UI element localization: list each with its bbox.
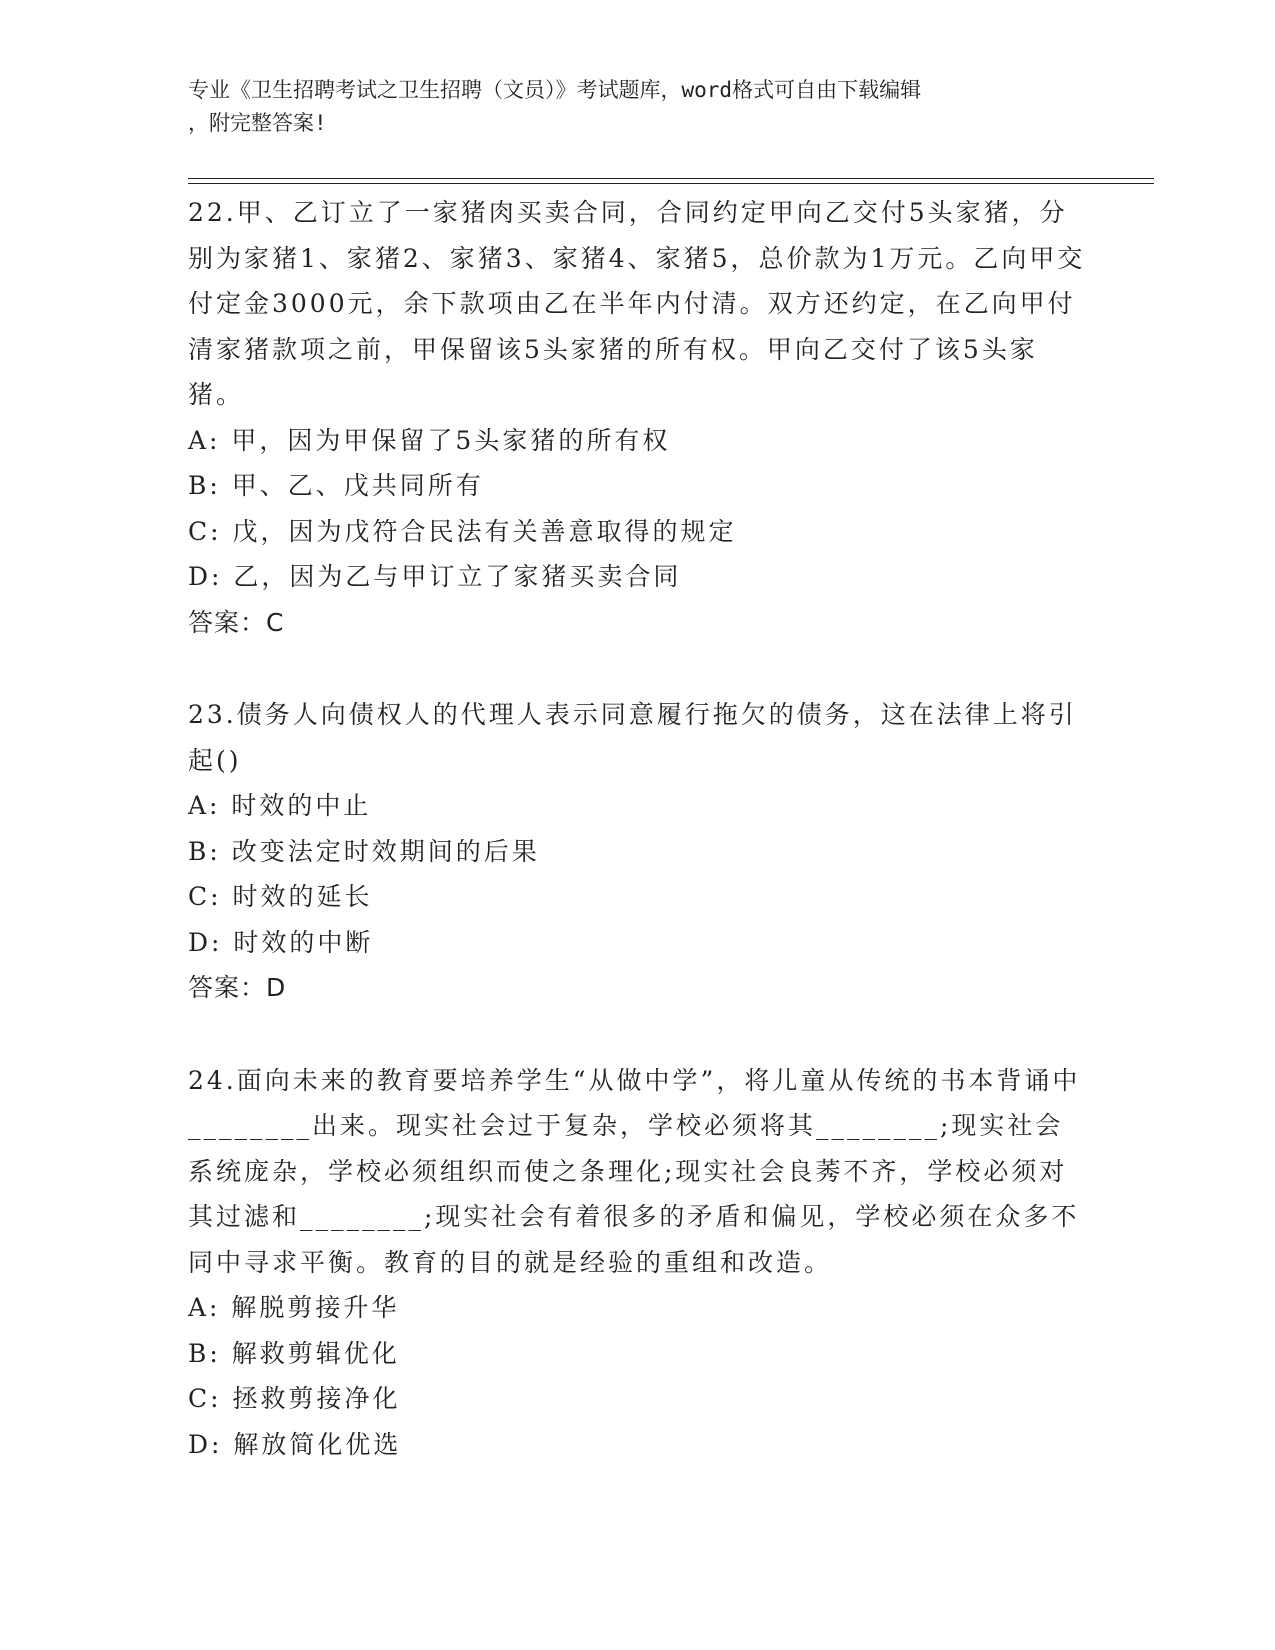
option-b: B: 改变法定时效期间的后果: [188, 836, 540, 866]
answer-line: 答案：C: [188, 607, 285, 637]
option-c: C: 时效的延长: [188, 882, 373, 911]
option-c: C: 戊，因为戊符合民法有关善意取得的规定: [188, 516, 737, 546]
page-header: [188, 74, 1068, 140]
option-d: D: 时效的中断: [188, 927, 374, 957]
option-d: D: 解放简化优选: [188, 1429, 402, 1459]
question-22: [188, 190, 1088, 645]
option-a: A: 时效的中止: [188, 791, 372, 820]
option-a: A: 甲，因为甲保留了5头家猪的所有权: [188, 425, 671, 455]
option-c: C: 拯救剪接净化: [188, 1384, 401, 1413]
question-24: [188, 1058, 1088, 1468]
header-divider-top: [188, 178, 1154, 179]
option-b: B: 解救剪辑优化: [188, 1338, 400, 1368]
question-stem: 24.面向未来的教育要培养学生“从做中学”，将儿童从传统的书本背诵中________出来。现实社会过于复杂，学校必须将其________;现实社会系统庞杂，学校必须组织而使之条理化;现实社会良莠不齐，学校必须对其过滤和________;现实社会有着很多的矛盾和偏见，学校必须在众多不同中寻求平衡。教育的目的就是经验的重组和改造。: [188, 1065, 1081, 1277]
option-a: A: 解脱剪接升华: [188, 1293, 400, 1322]
question-stem: 23.债务人向债权人的代理人表示同意履行拖欠的债务，这在法律上将引起(): [188, 700, 1077, 775]
question-23: [188, 692, 1088, 1011]
header-line-1: 专业《卫生招聘考试之卫生招聘（文员）》考试题库，word格式可自由下载编辑: [188, 78, 922, 102]
header-divider-bottom: [188, 183, 1154, 184]
option-d: D: 乙，因为乙与甲订立了家猪买卖合同: [188, 562, 682, 591]
question-stem: 22.甲、乙订立了一家猪肉买卖合同，合同约定甲向乙交付5头家猪，分别为家猪1、家猪2、家猪3、家猪4、家猪5，总价款为1万元。乙向甲交付定金3000元，余下款项由乙在半年内付清。双方还约定，在乙向甲付清家猪款项之前，甲保留该5头家猪的所有权。甲向乙交付了该5头家猪。: [188, 198, 1086, 409]
option-b: B: 甲、乙、戊共同所有: [188, 471, 484, 500]
question-list: [188, 190, 1088, 1467]
header-line-2: ，附完整答案!: [188, 111, 327, 135]
answer-line: 答案：D: [188, 973, 287, 1002]
